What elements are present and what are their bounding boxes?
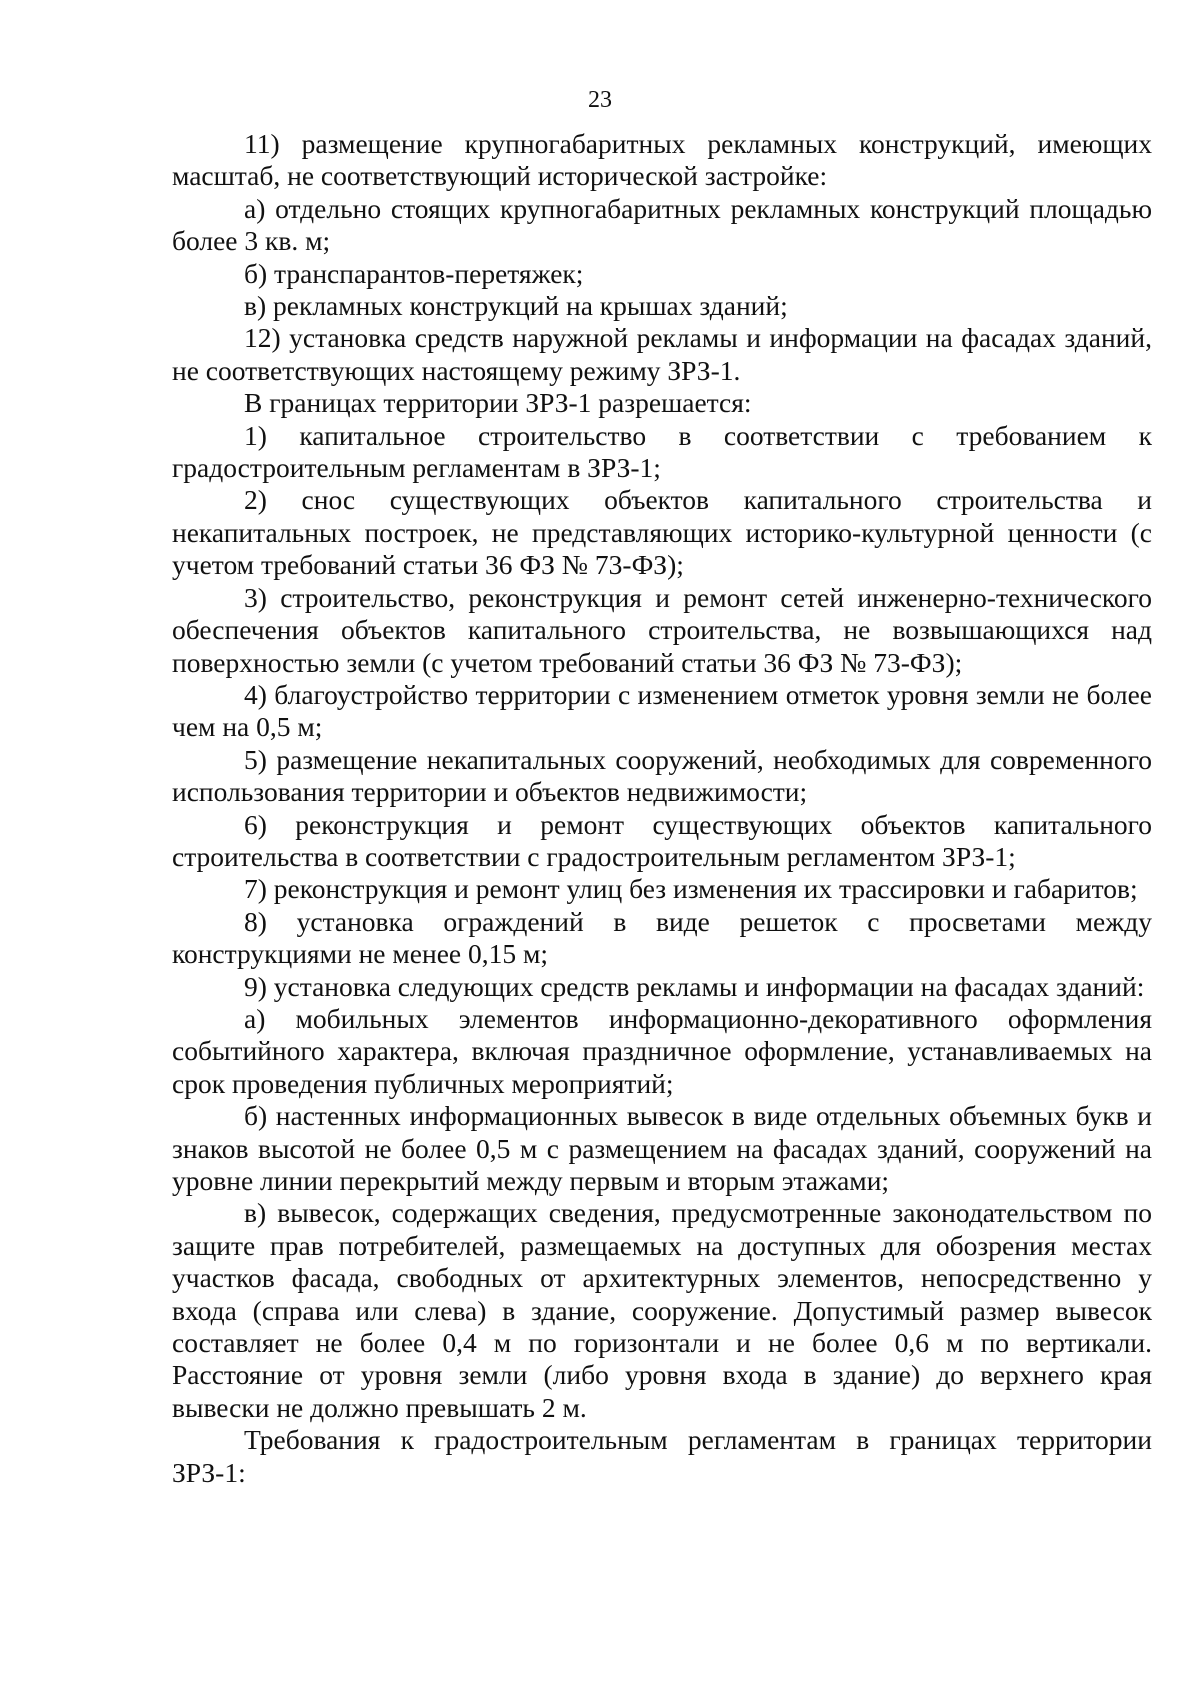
paragraph-allowed-heading: В границах территории ЗРЗ-1 разрешается: <box>244 387 752 419</box>
paragraph-requirements-heading: Требования к градостроительным регламентам в границах территории ЗРЗ-1: <box>172 1424 1152 1488</box>
paragraph-subitem-a: а) отдельно стоящих крупногабаритных рекламных конструкций площадью более 3 кв. м; <box>172 192 1152 257</box>
paragraph-allowed-9-a: а) мобильных элементов информационно-декоративного оформления событийного характера, включая праздничное оформление, устанавливаемых на срок проведения публичных мероприятий; <box>172 1002 1152 1099</box>
paragraph-allowed-8: 8) установка ограждений в виде решеток с просветами между конструкциями не менее 0,15 м; <box>172 905 1152 970</box>
paragraph-item-11: 11) размещение крупногабаритных рекламных конструкций, имеющих масштаб, не соответствующий исторической застройке: <box>172 128 1152 192</box>
page-number: 23 <box>588 87 612 113</box>
paragraph-allowed-4: 4) благоустройство территории с изменением отметок уровня земли не более чем на 0,5 м; <box>172 678 1152 743</box>
paragraph-allowed-2: 2) снос существующих объектов капитального строительства и некапитальных построек, не представляющих историко-культурной ценности (с учетом требований статьи 36 ФЗ № 73-ФЗ); <box>172 484 1152 581</box>
paragraph-allowed-7: 7) реконструкция и ремонт улиц без изменения их трассировки и габаритов; <box>244 873 1138 905</box>
paragraph-subitem-v: в) рекламных конструкций на крышах зданий; <box>244 290 788 322</box>
paragraph-allowed-3: 3) строительство, реконструкция и ремонт сетей инженерно-технического обеспечения объектов капитального строительства, не возвышающихся над поверхностью земли (с учетом требований статьи 36 ФЗ № 73-ФЗ); <box>172 581 1152 678</box>
paragraph-subitem-b: б) транспарантов-перетяжек; <box>244 257 584 289</box>
paragraph-item-12: 12) установка средств наружной рекламы и информации на фасадах зданий, не соответствующих настоящему режиму ЗРЗ-1. <box>172 322 1152 386</box>
paragraph-allowed-5: 5) размещение некапитальных сооружений, необходимых для современного использования территории и объектов недвижимости; <box>172 743 1152 808</box>
paragraph-allowed-9-b: б) настенных информационных вывесок в виде отдельных объемных букв и знаков высотой не более 0,5 м с размещением на фасадах зданий, сооружений на уровне линии перекрытий между первым и вторым этажами; <box>172 1100 1152 1196</box>
paragraph-allowed-6: 6) реконструкция и ремонт существующих объектов капитального строительства в соответствии с градостроительным регламентом ЗРЗ-1; <box>172 808 1152 872</box>
paragraph-allowed-9: 9) установка следующих средств рекламы и информации на фасадах зданий: <box>244 970 1145 1002</box>
paragraph-allowed-1: 1) капитальное строительство в соответствии с требованием к градостроительным регламентам в ЗРЗ-1; <box>172 419 1152 484</box>
document-body <box>172 128 1152 1489</box>
paragraph-allowed-9-v: в) вывесок, содержащих сведения, предусмотренные законодательством по защите прав потребителей, размещаемых на доступных для обозрения местах участков фасада, свободных от архитектурных элементов, непосредственно у входа (справа или слева) в здание, сооружение. Допустимый размер вывесок составляет не более 0,4 м по горизонтали и не более 0,6 м по вертикали. Расстояние от уровня земли (либо уровня входа в здание) до верхнего края вывески не должно превышать 2 м. <box>172 1197 1152 1423</box>
